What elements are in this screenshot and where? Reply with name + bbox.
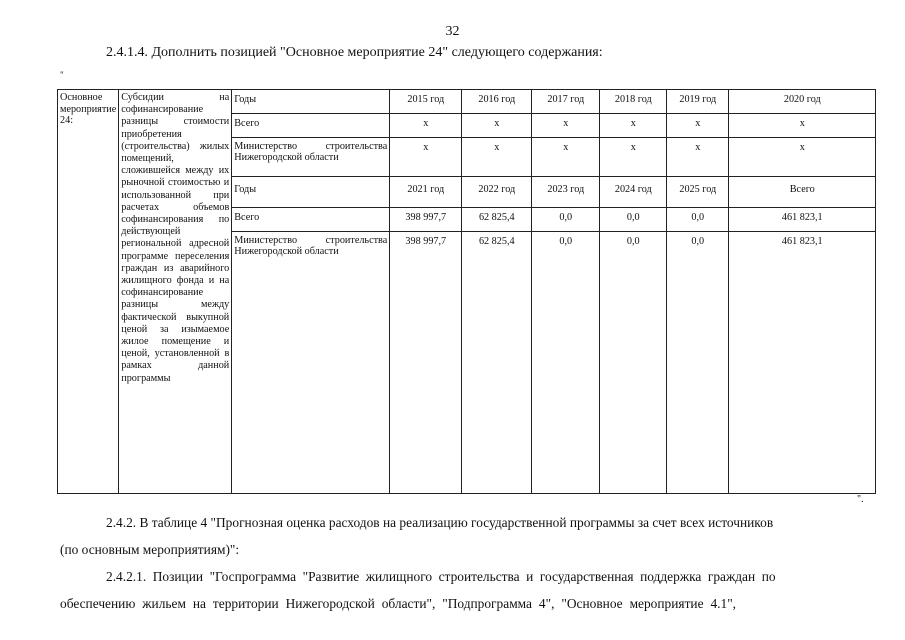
paragraph-positions: 2.4.2.1. Позиции "Госпрограмма "Развитие жилищного строительства и государственная поддержка граждан по xyxy=(106,569,776,584)
value-cell: 0,0 xyxy=(600,232,667,494)
table-row xyxy=(58,90,876,114)
year-cell: 2025 год xyxy=(667,177,729,208)
year-cell: 2019 год xyxy=(667,90,729,114)
total-label-cell: Всего xyxy=(232,114,390,138)
close-quote: ". xyxy=(857,494,864,505)
year-cell: 2023 год xyxy=(532,177,600,208)
funding-table xyxy=(57,89,876,494)
value-cell: 398 997,7 xyxy=(390,208,462,232)
value-cell: х xyxy=(600,114,667,138)
value-cell: 0,0 xyxy=(532,208,600,232)
value-cell: 0,0 xyxy=(667,232,729,494)
year-cell: 2020 год xyxy=(729,90,876,114)
value-cell: х xyxy=(462,138,532,177)
total-label-cell: Всего xyxy=(232,208,390,232)
years-label-cell: Годы xyxy=(232,90,390,114)
description-cell: Субсидии на софинансирование разницы стоимости приобретения (строительства) жилых помещений, сложившейся между их рыночной стоимостью и использованной при расчетах объемов софинансирования по действующей региональной адресной программе переселения граждан из аварийного жилищного фонда и на софинансирование разницы между фактической выкупной ценой за изымаемое жилое помещение и ценой, установленной в рамках данной программы xyxy=(119,90,232,494)
value-cell: 62 825,4 xyxy=(462,208,532,232)
page-number: 32 xyxy=(445,24,460,39)
open-quote: " xyxy=(60,70,64,80)
value-cell: 62 825,4 xyxy=(462,232,532,494)
value-cell: 461 823,1 xyxy=(729,208,876,232)
value-cell: 0,0 xyxy=(667,208,729,232)
year-cell: 2024 год xyxy=(600,177,667,208)
value-cell: х xyxy=(729,138,876,177)
paragraph-positions-cont: обеспечению жильем на территории Нижегородской области", "Подпрограмма 4", "Основное мероприятие 4.1", xyxy=(60,596,737,611)
ministry-label-cell: Министерство строительства Нижегородской области xyxy=(232,138,390,177)
paragraph-table-4: 2.4.2. В таблице 4 "Прогнозная оценка расходов на реализацию государственной программы за счет всех источников xyxy=(106,515,774,530)
value-cell: х xyxy=(532,138,600,177)
value-cell: х xyxy=(667,138,729,177)
value-cell: х xyxy=(390,138,462,177)
value-cell: х xyxy=(667,114,729,138)
main-item-cell: Основное мероприятие 24: xyxy=(58,90,119,494)
value-cell: х xyxy=(600,138,667,177)
value-cell: 398 997,7 xyxy=(390,232,462,494)
value-cell: 0,0 xyxy=(600,208,667,232)
year-cell: 2017 год xyxy=(532,90,600,114)
section-heading: 2.4.1.4. Дополнить позицией "Основное мероприятие 24" следующего содержания: xyxy=(106,45,603,60)
year-cell: 2021 год xyxy=(390,177,462,208)
value-cell: х xyxy=(532,114,600,138)
year-cell: 2015 год xyxy=(390,90,462,114)
year-cell: 2018 год xyxy=(600,90,667,114)
years-label-cell: Годы xyxy=(232,177,390,208)
year-cell: 2016 год xyxy=(462,90,532,114)
paragraph-table-4-cont: (по основным мероприятиям)": xyxy=(60,542,240,557)
value-cell: х xyxy=(462,114,532,138)
value-cell: х xyxy=(729,114,876,138)
value-cell: х xyxy=(390,114,462,138)
value-cell: 0,0 xyxy=(532,232,600,494)
year-cell: 2022 год xyxy=(462,177,532,208)
year-cell: Всего xyxy=(729,177,876,208)
ministry-label-cell: Министерство строительства Нижегородской области xyxy=(232,232,390,494)
value-cell: 461 823,1 xyxy=(729,232,876,494)
